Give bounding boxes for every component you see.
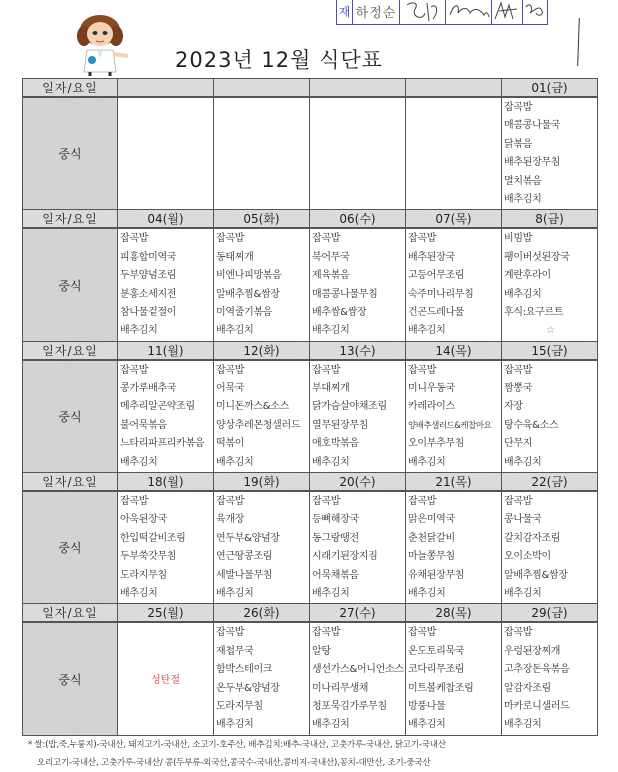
date-cell	[214, 79, 310, 98]
date-header-row	[23, 473, 598, 492]
dish-item: 배추된장무침	[504, 157, 561, 169]
dish-list	[502, 623, 597, 734]
dish-list	[502, 229, 597, 340]
dish-item: 콩가루배추국	[120, 383, 177, 395]
dish-list	[406, 98, 501, 99]
date-cell: 22(금)	[502, 473, 598, 492]
menu-cell	[310, 622, 406, 735]
dish-list	[406, 492, 501, 603]
dish-item: 도라지무침	[120, 569, 167, 581]
dish-item: 배추김치	[504, 587, 542, 599]
dish-item: 배추김치	[312, 587, 350, 599]
date-header-row	[23, 341, 598, 360]
dish-item: 잡곡밥	[312, 364, 341, 376]
dish-item: 탕수육&소스	[504, 419, 559, 431]
origin-footnote-line1: * 쌀:(밥,죽,누룽지)-국내산, 돼지고기-국내산, 소고기-호주산, 배추김치:배추-국내산, 고춧가루-국내산, 닭고기-국내산	[28, 740, 446, 750]
dish-item: 불어묵볶음	[120, 419, 167, 431]
menu-cell	[214, 228, 310, 341]
dish-item: 함박스테이크	[216, 664, 273, 676]
date-cell: 21(목)	[406, 473, 502, 492]
row-header-label: 일자/요일	[23, 79, 118, 98]
dish-item: 잡곡밥	[216, 364, 245, 376]
menu-cell	[310, 360, 406, 473]
dish-item: 알배추찜&쌈장	[504, 569, 568, 581]
dish-item: 고등어무조림	[408, 270, 465, 282]
dish-item: 온두부&양념장	[216, 682, 280, 694]
date-cell: 06(수)	[310, 210, 406, 229]
dish-item: 연근땅콩조림	[216, 551, 273, 563]
dish-item: 계란후라이	[504, 270, 551, 282]
dish-item: 후식:요구르트	[504, 306, 564, 318]
dish-item: 육개장	[216, 514, 245, 526]
date-cell: 25(월)	[118, 604, 214, 623]
date-cell: 8(금)	[502, 210, 598, 229]
signature-1	[399, 0, 445, 24]
dish-item: 미니우동국	[408, 383, 455, 395]
dish-item: 연두부&양념장	[216, 532, 280, 544]
meal-label: 중식	[23, 360, 118, 473]
dish-item: 닭볶음	[504, 138, 533, 150]
dish-item: 배추김치	[504, 288, 542, 300]
dish-item: 잡곡밥	[312, 233, 341, 245]
dish-item: 짬뽕국	[504, 383, 533, 395]
lunch-row	[23, 491, 598, 604]
dish-item: 북어무국	[312, 251, 350, 263]
menu-cell	[502, 622, 598, 735]
date-cell	[406, 79, 502, 98]
approval-box	[336, 0, 548, 25]
dish-item: 온도토리묵국	[408, 645, 465, 657]
dish-item: 멸치볶음	[504, 175, 542, 187]
dish-item: 잡곡밥	[216, 496, 245, 508]
dish-item: 등뼈해장국	[312, 514, 359, 526]
menu-cell	[406, 491, 502, 604]
date-cell	[310, 79, 406, 98]
dish-item: 비엔나피망볶음	[216, 270, 282, 282]
date-header-row	[23, 79, 598, 98]
dish-item: 배추김치	[408, 325, 446, 337]
date-cell: 04(월)	[118, 210, 214, 229]
dish-item: 잡곡밥	[504, 102, 533, 113]
dish-item: 아욱된장국	[120, 514, 167, 526]
signature-3	[491, 0, 522, 24]
dish-item: 고추장돈육볶음	[504, 664, 570, 676]
lunch-row	[23, 228, 598, 341]
dish-item: 미나리무생채	[312, 682, 369, 694]
dish-item: 잡곡밥	[312, 627, 341, 639]
dish-item: 마카로니샐러드	[504, 700, 570, 712]
lunch-row	[23, 97, 598, 210]
menu-cell	[310, 97, 406, 210]
dish-item: 미니돈까스&소스	[216, 401, 290, 413]
dish-item: 잡곡밥	[120, 496, 149, 508]
dish-item: 오이소박이	[504, 551, 551, 563]
dish-list	[310, 623, 405, 734]
dish-list	[406, 229, 501, 340]
dish-item: 느타리파프리카볶음	[120, 438, 205, 450]
dish-item: 미역줄기볶음	[216, 306, 273, 318]
dish-list	[118, 361, 213, 472]
dish-item: 도라지무침	[216, 700, 263, 712]
dish-item: 마늘쫑무침	[408, 551, 455, 563]
dish-list	[214, 229, 309, 340]
origin-footnote-line2: 오리고기-국내산, 고춧가루-국내산/ 콩(두부류-외국산,콩국수-국내산,콩비지-국내산),꽁치-대만산, 조기-중국산	[37, 758, 431, 768]
dish-item: 단무지	[504, 438, 533, 450]
dish-list	[310, 98, 405, 99]
dish-item: 열무된장무침	[312, 419, 369, 431]
dish-list	[214, 361, 309, 472]
menu-cell	[118, 228, 214, 341]
dish-item: 잡곡밥	[504, 364, 533, 376]
date-cell: 29(금)	[502, 604, 598, 623]
dish-item: 잡곡밥	[408, 364, 437, 376]
date-cell: 05(화)	[214, 210, 310, 229]
dish-item: 잡곡밥	[408, 496, 437, 508]
dish-item: 비빔밥	[504, 233, 533, 245]
date-header-row	[23, 210, 598, 229]
dish-item: 맑은미역국	[408, 514, 455, 526]
dish-item: 우렁된장찌개	[504, 645, 561, 657]
dish-item: 배추된장국	[408, 251, 455, 263]
dish-item: 부대찌개	[312, 383, 350, 395]
dish-item: 청포묵김가루무침	[312, 700, 387, 712]
dish-list	[502, 492, 597, 603]
date-cell: 14(목)	[406, 341, 502, 360]
dish-item: 미트볼케찹조림	[408, 682, 474, 694]
dish-item: 두부양념조림	[120, 270, 177, 282]
dish-item: 자장	[504, 401, 523, 413]
row-header-label: 일자/요일	[23, 473, 118, 492]
dish-list	[118, 492, 213, 603]
dish-item: 배추김치	[504, 456, 542, 468]
menu-cell	[118, 360, 214, 473]
menu-cell	[406, 228, 502, 341]
dish-item: 한입떡갈비조림	[120, 532, 186, 544]
meal-label: 중식	[23, 228, 118, 341]
dish-list	[214, 98, 309, 99]
dish-list	[502, 361, 597, 472]
dish-item: 숙주미나리무침	[408, 288, 474, 300]
menu-cell	[406, 97, 502, 210]
dish-item: 배추김치	[312, 325, 350, 337]
dish-item: 잡곡밥	[120, 364, 149, 376]
dish-item: 배추김치	[504, 719, 542, 731]
menu-cell	[214, 491, 310, 604]
dish-item: 배추김치	[408, 456, 446, 468]
menu-cell	[214, 97, 310, 210]
dish-item: 배추김치	[120, 587, 158, 599]
dish-item: 배추김치	[120, 456, 158, 468]
dish-list	[214, 492, 309, 603]
dish-item: 어묵국	[216, 383, 245, 395]
page-title: 2023년 12월 식단표	[175, 48, 383, 73]
dish-item: 배추김치	[408, 587, 446, 599]
dish-item: 유채된장무침	[408, 569, 465, 581]
lunch-row	[23, 360, 598, 473]
dish-item: 두부쑥갓무침	[120, 551, 177, 563]
approval-name: 하정순	[352, 0, 399, 24]
dish-list	[214, 623, 309, 734]
dish-item: 카레라이스	[408, 401, 455, 413]
dish-item: 알감자조림	[504, 682, 551, 694]
dish-item: 동그랑땡전	[312, 532, 359, 544]
dish-item: 콩나물국	[504, 514, 542, 526]
date-cell: 13(수)	[310, 341, 406, 360]
dish-list	[406, 361, 501, 472]
date-header-row	[23, 604, 598, 623]
dish-item: 알탕	[312, 645, 331, 657]
star-icon: ☆	[546, 325, 555, 337]
menu-cell	[502, 228, 598, 341]
dish-item: 건곤드레나물	[408, 306, 465, 318]
doctor-mascot-icon	[70, 10, 142, 78]
dish-item: 매콤콩나물국	[504, 120, 561, 132]
lunch-row	[23, 622, 598, 735]
holiday-label: 성탄절	[151, 674, 180, 686]
date-cell: 26(화)	[214, 604, 310, 623]
dish-item: 잡곡밥	[504, 627, 533, 639]
dish-item: 동태찌개	[216, 251, 254, 263]
dish-item: 팽이버섯된장국	[504, 251, 570, 263]
dish-item: 매콤콩나물무침	[312, 288, 378, 300]
meal-label: 중식	[23, 97, 118, 210]
dish-item: 어묵채볶음	[312, 569, 359, 581]
dish-list	[118, 229, 213, 340]
menu-cell	[214, 360, 310, 473]
dish-item: 잡곡밥	[120, 233, 149, 245]
date-cell: 27(수)	[310, 604, 406, 623]
row-header-label: 일자/요일	[23, 341, 118, 360]
dish-item: 배추김치	[216, 719, 254, 731]
dish-item: 재첩무국	[216, 645, 254, 657]
menu-cell	[118, 97, 214, 210]
menu-cell	[310, 228, 406, 341]
signature-4	[522, 0, 547, 24]
date-cell: 12(화)	[214, 341, 310, 360]
menu-cell	[118, 622, 214, 735]
dish-item: 잡곡밥	[408, 233, 437, 245]
menu-cell	[406, 622, 502, 735]
dish-item: 닭가슴살야채조림	[312, 401, 387, 413]
signature-2	[445, 0, 491, 24]
row-header-label: 일자/요일	[23, 210, 118, 229]
date-cell: 07(목)	[406, 210, 502, 229]
dish-list	[406, 623, 501, 734]
dish-item: 참나물겉절이	[120, 306, 177, 318]
approval-role: 재	[338, 4, 351, 19]
dish-item: 배추김치	[216, 456, 254, 468]
meal-label: 중식	[23, 622, 118, 735]
menu-cell	[118, 491, 214, 604]
date-cell: 01(금)	[502, 79, 598, 98]
dish-item: 잡곡밥	[216, 627, 245, 639]
dish-item: 생선가스&어니언소스	[312, 664, 404, 676]
dish-item: 알배추찜&쌈장	[216, 288, 280, 300]
menu-cell	[502, 491, 598, 604]
dish-list	[118, 98, 213, 99]
dish-list	[310, 361, 405, 472]
menu-table	[22, 78, 598, 736]
dish-item: 방풍나물	[408, 700, 446, 712]
menu-cell	[502, 360, 598, 473]
dish-item: 배추쌈&쌈장	[312, 306, 367, 318]
date-cell: 15(금)	[502, 341, 598, 360]
dish-item: 떡볶이	[216, 438, 245, 450]
dish-item: 코다리무조림	[408, 664, 465, 676]
menu-cell	[502, 97, 598, 210]
dish-item: 배추김치	[216, 325, 254, 337]
menu-cell	[406, 360, 502, 473]
menu-cell	[214, 622, 310, 735]
dish-item: 갈치감자조림	[504, 532, 561, 544]
dish-item: 세발나물무침	[216, 569, 273, 581]
dish-item: 배추김치	[312, 719, 350, 731]
date-cell: 18(월)	[118, 473, 214, 492]
dish-item: 잡곡밥	[504, 496, 533, 508]
dish-item: 분홍소세지전	[120, 288, 177, 300]
date-cell	[118, 79, 214, 98]
row-header-label: 일자/요일	[23, 604, 118, 623]
dish-list	[502, 98, 597, 209]
dish-item: 잡곡밥	[216, 233, 245, 245]
date-cell: 28(목)	[406, 604, 502, 623]
dish-list	[310, 229, 405, 340]
dish-item: 메추리알곤약조림	[120, 401, 195, 413]
dish-item: 춘천닭갈비	[408, 532, 455, 544]
dish-item: 양상추레몬청샐러드	[216, 419, 301, 431]
dish-item: 배추김치	[216, 587, 254, 599]
pen-stroke	[577, 18, 580, 66]
dish-item: 배추김치	[120, 325, 158, 337]
dish-item: 양배추샐러드&케찹마요	[408, 420, 492, 431]
dish-item: 잡곡밥	[312, 496, 341, 508]
date-cell: 20(수)	[310, 473, 406, 492]
dish-item: 피홍합미역국	[120, 251, 177, 263]
dish-item: 배추김치	[504, 193, 542, 205]
dish-item: 오이부추무침	[408, 438, 465, 450]
menu-cell	[310, 491, 406, 604]
dish-item: 시래기된장지짐	[312, 551, 378, 563]
dish-item: 제육볶음	[312, 270, 350, 282]
date-cell: 19(화)	[214, 473, 310, 492]
date-cell: 11(월)	[118, 341, 214, 360]
meal-label: 중식	[23, 491, 118, 604]
dish-list	[310, 492, 405, 603]
dish-item: 배추김치	[312, 456, 350, 468]
dish-item: 배추김치	[408, 719, 446, 731]
dish-item: 잡곡밥	[408, 627, 437, 639]
dish-item: 애호박볶음	[312, 438, 359, 450]
